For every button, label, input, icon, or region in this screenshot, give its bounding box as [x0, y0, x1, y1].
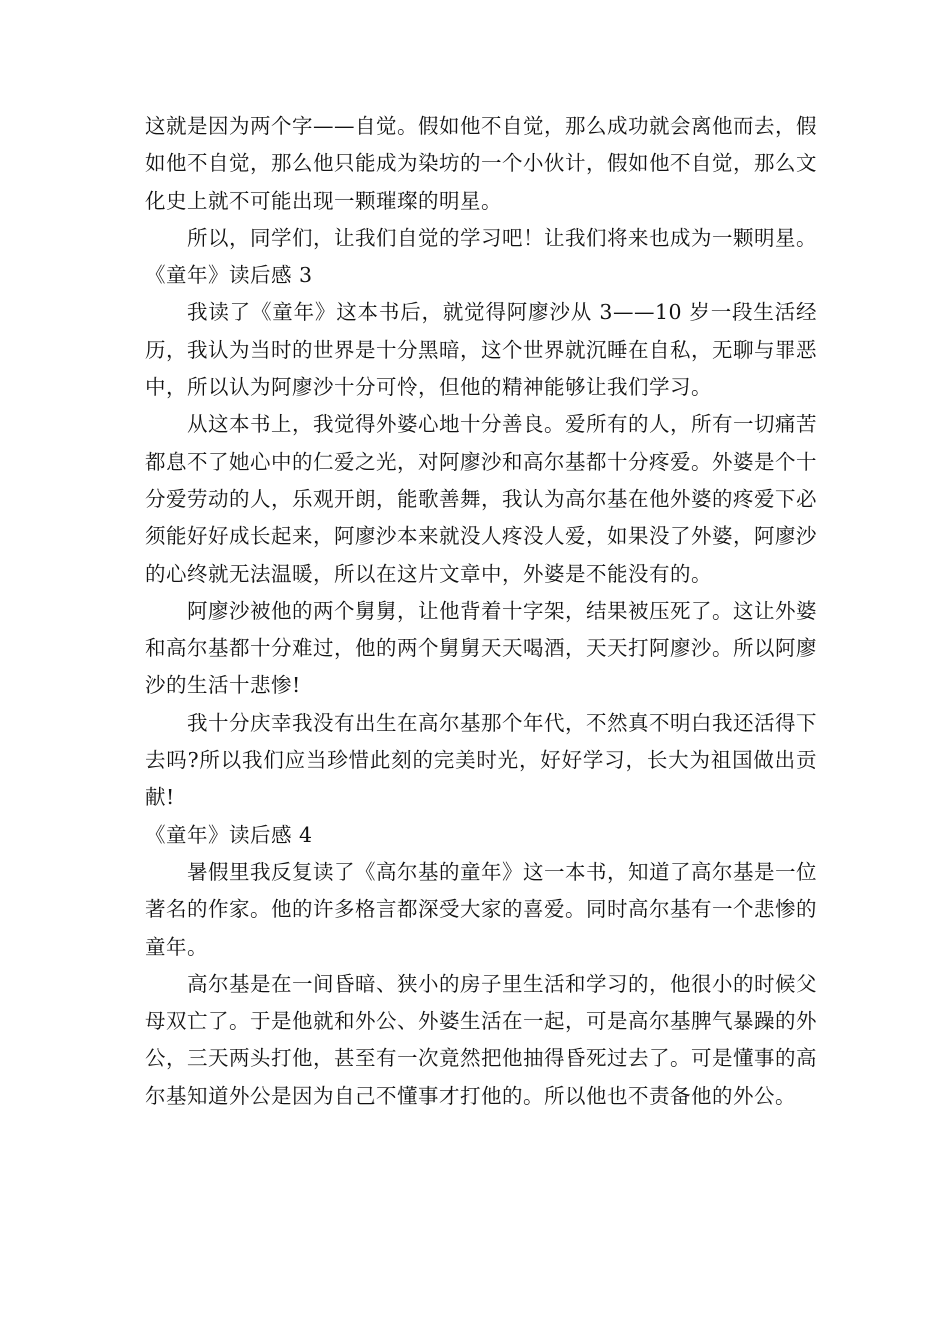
paragraph-8: 高尔基是在一间昏暗、狭小的房子里生活和学习的，他很小的时候父母双亡了。于是他就和外公、外婆生活在一起，可是高尔基脾气暴躁的外公，三天两头打他，甚至有一次竟然把他抽得昏死过去了。可是懂事的高尔基知道外公是因为自己不懂事才打他的。所以他也不责备他的外公。	[145, 971, 817, 1108]
paragraph-4: 从这本书上，我觉得外婆心地十分善良。爱所有的人，所有一切痛苦都息不了她心中的仁爱之光，对阿廖沙和高尔基都十分疼爱。外婆是个十分爱劳动的人，乐观开朗，能歌善舞，我认为高尔基在他外婆的疼爱下必须能好好成长起来，阿廖沙本来就没人疼没人爱，如果没了外婆，阿廖沙的心终就无法温暖，所以在这片文章中，外婆是不能没有的。	[145, 412, 817, 586]
paragraph-2: 所以，同学们，让我们自觉的学习吧！让我们将来也成为一颗明星。	[187, 225, 817, 250]
document-page	[145, 108, 817, 1115]
paragraph-5: 阿廖沙被他的两个舅舅，让他背着十字架，结果被压死了。这让外婆和高尔基都十分难过，他的两个舅舅天天喝酒，天天打阿廖沙。所以阿廖沙的生活十悲惨!	[145, 598, 817, 698]
paragraph-6: 我十分庆幸我没有出生在高尔基那个年代，不然真不明白我还活得下去吗?所以我们应当珍惜此刻的完美时光，好好学习，长大为祖国做出贡献!	[145, 710, 817, 810]
paragraph-7: 暑假里我反复读了《高尔基的童年》这一本书，知道了高尔基是一位著名的作家。他的许多格言都深受大家的喜爱。同时高尔基有一个悲惨的童年。	[145, 859, 817, 959]
section-heading-3: 《童年》读后感 3	[145, 263, 313, 288]
paragraph-3: 我读了《童年》这本书后，就觉得阿廖沙从 3——10 岁一段生活经历，我认为当时的世界是十分黑暗，这个世界就沉睡在自私，无聊与罪恶中，所以认为阿廖沙十分可怜，但他的精神能够让我们学习。	[145, 300, 817, 400]
paragraph-1: 这就是因为两个字——自觉。假如他不自觉，那么成功就会离他而去，假如他不自觉，那么他只能成为染坊的一个小伙计，假如他不自觉，那么文化史上就不可能出现一颗璀璨的明星。	[145, 114, 817, 213]
section-heading-4: 《童年》读后感 4	[145, 822, 313, 847]
